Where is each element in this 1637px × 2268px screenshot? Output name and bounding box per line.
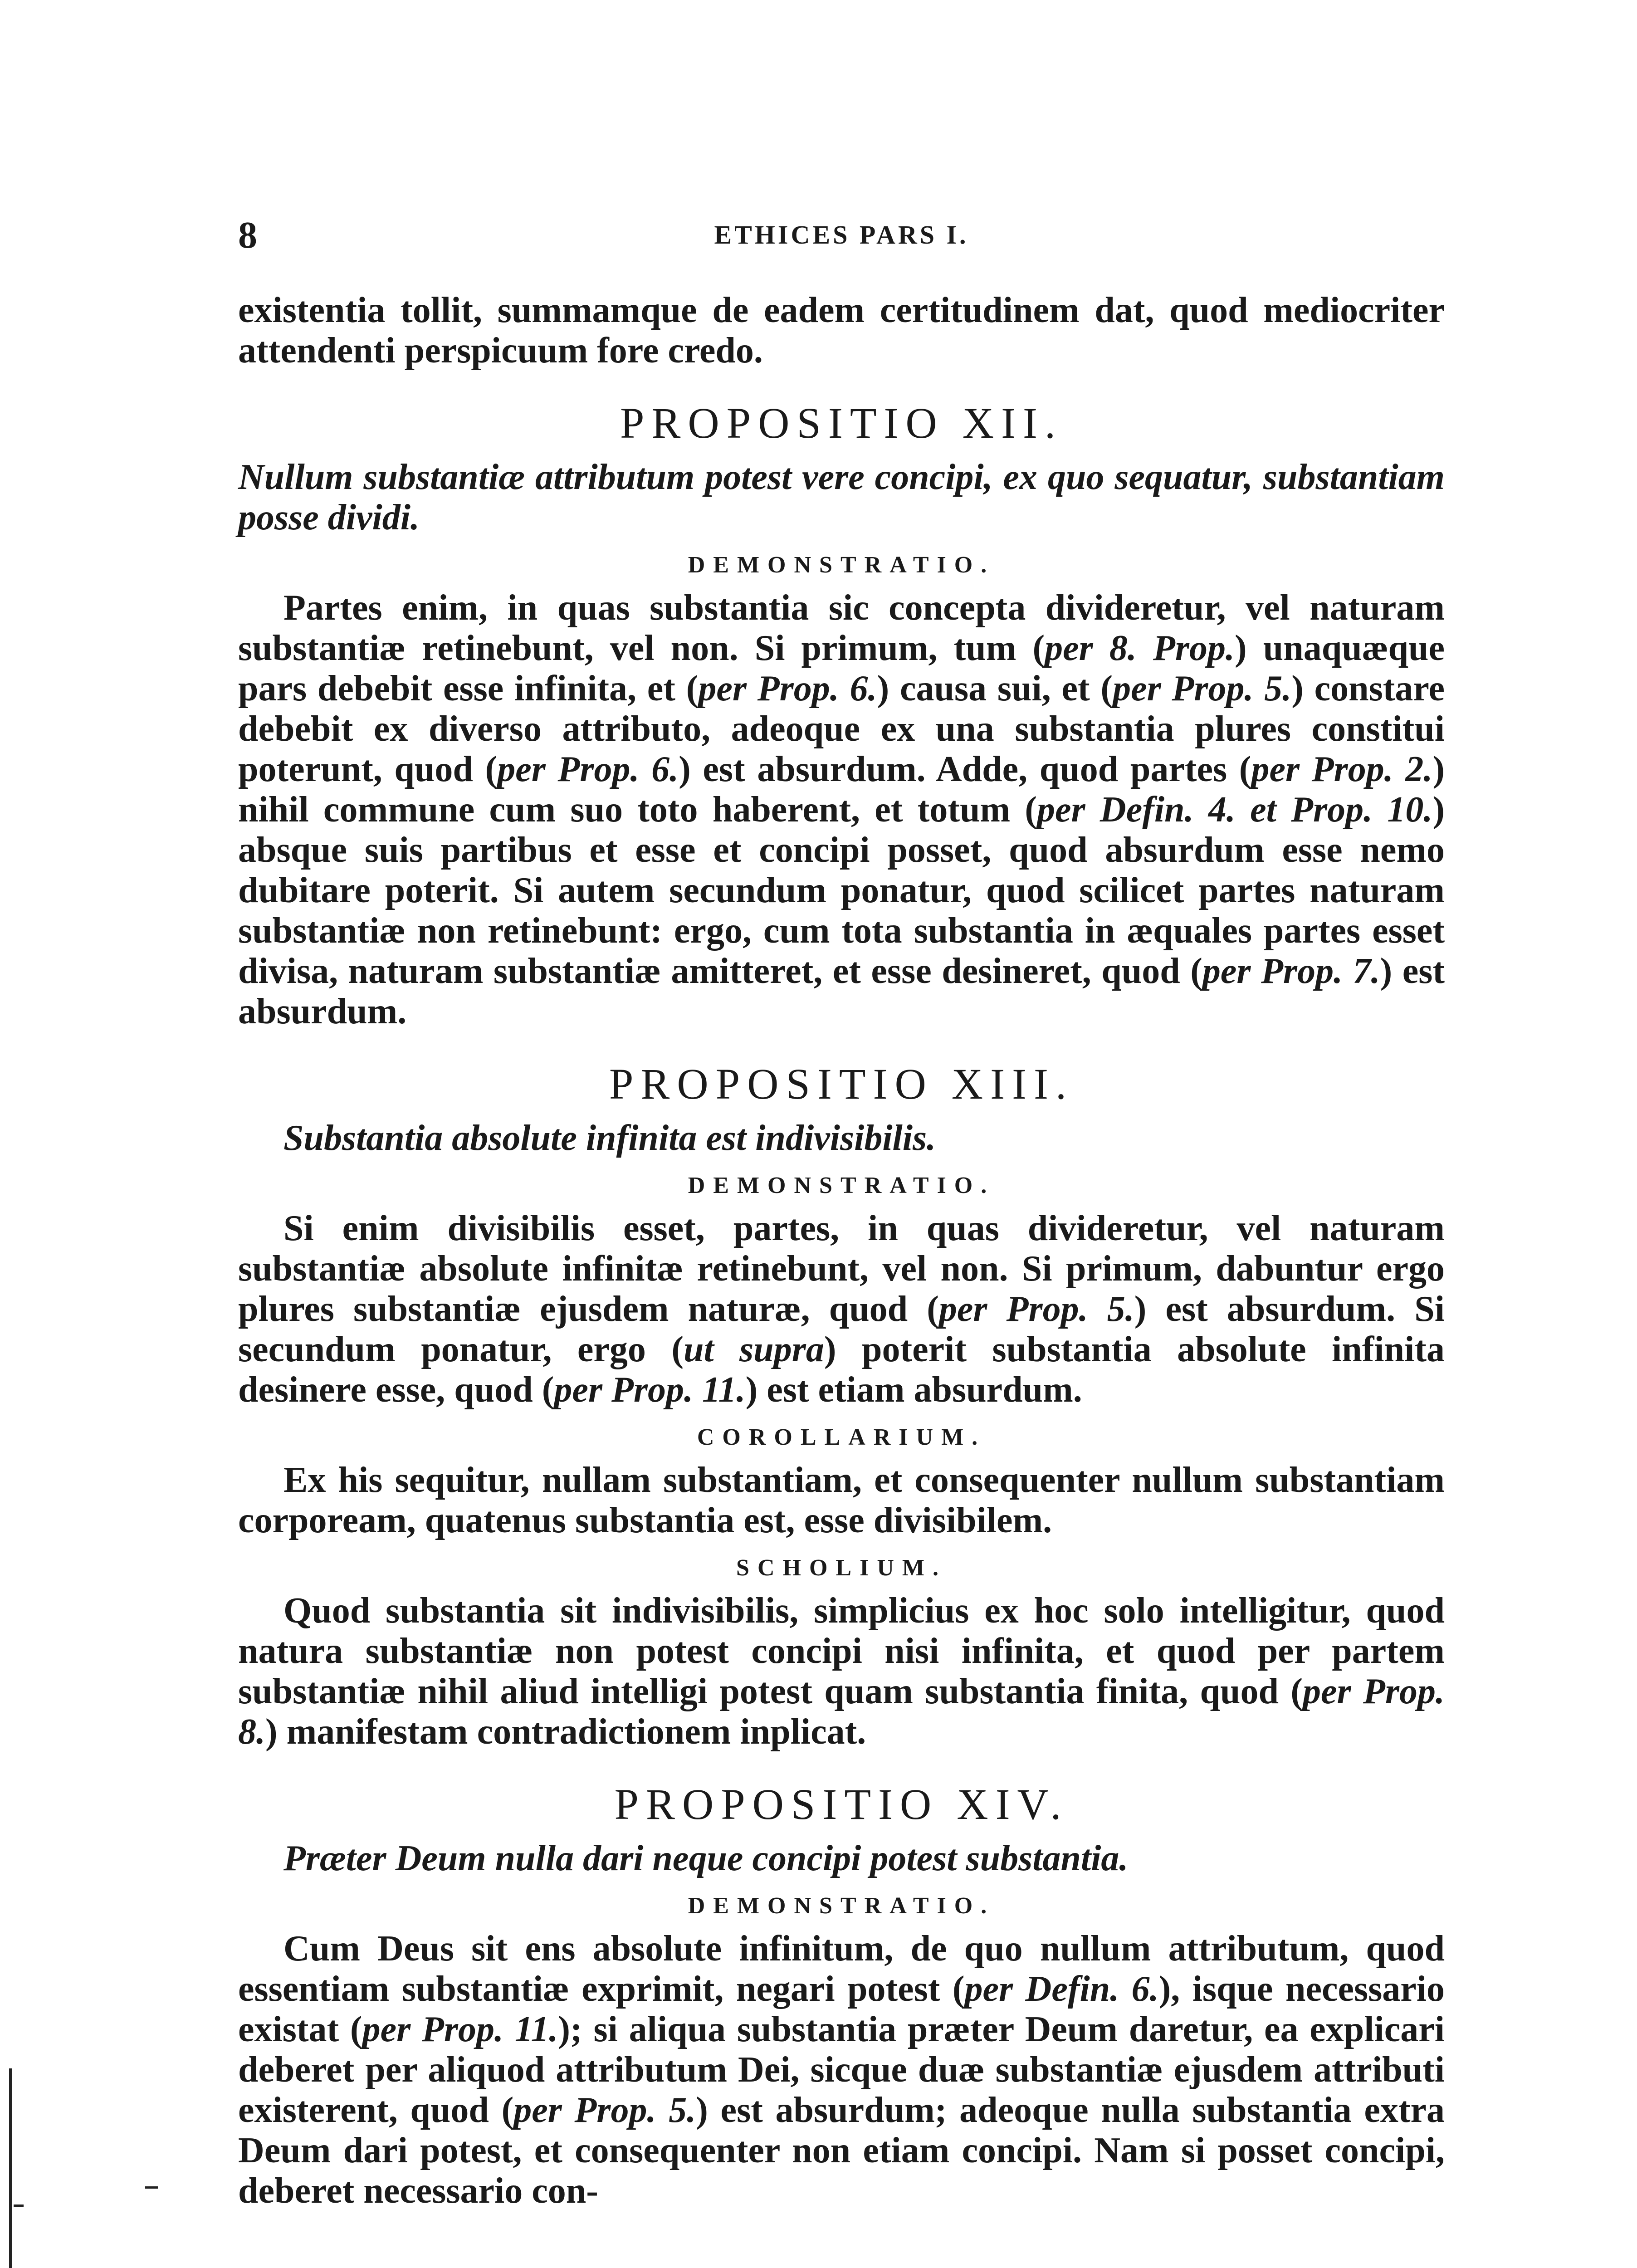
text-segment: ) est absurdum. Si secundum ponatur, ergo (: [238, 1289, 1445, 1369]
text-segment: ) poterit substantia absolute infinita desinere esse, quod (: [238, 1330, 1445, 1410]
reference: per Defin. 4. et Prop. 10.: [1037, 790, 1433, 830]
margin-scan-mark: [145, 2186, 158, 2189]
text-segment: ) absque suis partibus et esse et concipi posset, quod absurdum esse nemo dubitare poterit. Si autem secundum ponatur, quod scilicet partes naturam substantiæ non retinebunt: ergo, cum tota substantia in æquales partes esset divisa, naturam substantiæ amitteret, et esse desineret, quod (: [238, 790, 1445, 991]
prop-12-demonstration: [238, 588, 1445, 1032]
text-segment: Partes enim, in quas substantia sic concepta divideretur, vel naturam substantiæ retinebunt, vel non. Si primum, tum (: [238, 588, 1445, 668]
text-segment: ) constare debebit ex diverso attributo, adeoque ex una substantia plures constitui poterunt, quod (: [238, 669, 1445, 789]
text-segment: ) est absurdum.: [238, 951, 1445, 1031]
corollary-text: Ex his sequitur, nullam substantiam, et consequenter nullum substantiam corpoream, quatenus substantia est, esse divisibilem.: [238, 1460, 1445, 1540]
reference: per Prop. 8.: [238, 1672, 1445, 1752]
scholium-label: SCHOLIUM.: [736, 1555, 947, 1581]
page-number: 8: [238, 214, 257, 256]
reference: per Prop. 5.: [513, 2090, 696, 2130]
corollary-label: COROLLARIUM.: [697, 1424, 986, 1450]
text-segment: ) unaquæque pars debebit esse infinita, et (: [238, 628, 1445, 709]
prop-13-heading: PROPOSITIO XIII.: [609, 1060, 1074, 1108]
scholium-text: [238, 1591, 1445, 1752]
reference: per Prop. 2.: [1251, 749, 1433, 789]
reference: per Prop. 6.: [497, 749, 679, 789]
page-header: [238, 213, 1445, 263]
body-text: [238, 290, 1445, 2211]
margin-scan-mark: [9, 2068, 12, 2268]
prop-14-heading: PROPOSITIO XIV.: [614, 1780, 1069, 1828]
reference: per Defin. 6.: [964, 1969, 1159, 2009]
text-segment: ); si aliqua substantia præter Deum daretur, ea explicari deberet per aliquod attributum Dei, sicque duæ substantiæ ejusdem attributi existerent, quod (: [238, 2009, 1445, 2130]
text-segment: Si enim divisibilis esset, partes, in quas divideretur, vel naturam substantiæ absolute infinitæ retinebunt, vel non. Si primum, dabuntur ergo plures substantiæ ejusdem naturæ, quod (: [238, 1208, 1445, 1329]
text-segment: ) manifestam contradictionem inplicat.: [265, 1712, 866, 1752]
prop-14-demonstration: [238, 1929, 1445, 2211]
prop-12-statement: Nullum substantiæ attributum potest vere concipi, ex quo sequatur, substantiam posse dividi.: [238, 457, 1445, 538]
reference: per 8. Prop.: [1045, 628, 1235, 668]
text-segment: Quod substantia sit indivisibilis, simplicius ex hoc solo intelligitur, quod natura substantiæ non potest concipi nisi infinita, et quod per partem substantiæ nihil aliud intelligi potest quam substantia finita, quod (: [238, 1591, 1445, 1711]
text-segment: ), isque necessario existat (: [238, 1969, 1445, 2049]
text-segment: ) nihil commune cum suo toto haberent, et totum (: [238, 749, 1445, 830]
reference: per Prop. 6.: [698, 669, 877, 709]
margin-scan-mark: [14, 2204, 24, 2207]
prop-13-demonstration: [238, 1208, 1445, 1410]
reference: per Prop. 5.: [938, 1289, 1134, 1329]
prop-12-demonstration-label: DEMONSTRATIO.: [688, 552, 995, 578]
reference: per Prop. 11.: [362, 2009, 558, 2049]
reference: per Prop. 5.: [1113, 669, 1292, 709]
text-segment: ) est absurdum. Adde, quod partes (: [679, 749, 1251, 789]
prop-13-demonstration-label: DEMONSTRATIO.: [688, 1173, 995, 1198]
prop-14-demonstration-label: DEMONSTRATIO.: [688, 1893, 995, 1919]
text-segment: Cum Deus sit ens absolute infinitum, de quo nullum attributum, quod essentiam substantiæ exprimit, negari potest (: [238, 1929, 1445, 2009]
running-title: ETHICES PARS I.: [714, 220, 969, 249]
prop-12-heading: PROPOSITIO XII.: [620, 399, 1063, 447]
text-segment: ) causa sui, et (: [877, 669, 1113, 709]
text-segment: ) est absurdum; adeoque nulla substantia extra Deum dari potest, et consequenter non etiam concipi. Nam si posset concipi, deberet necessario con-: [238, 2090, 1445, 2211]
text-segment: ) est etiam absurdum.: [745, 1370, 1082, 1410]
reference: ut supra: [684, 1330, 824, 1369]
reference: per Prop. 11.: [554, 1370, 746, 1410]
prop-14-statement: Præter Deum nulla dari neque concipi potest substantia.: [283, 1838, 1129, 1878]
prop-13-statement: Substantia absolute infinita est indivisibilis.: [283, 1118, 936, 1158]
reference: per Prop. 7.: [1202, 951, 1380, 991]
intro-paragraph: existentia tollit, summamque de eadem certitudinem dat, quod mediocriter attendenti perspicuum fore credo.: [238, 290, 1445, 371]
